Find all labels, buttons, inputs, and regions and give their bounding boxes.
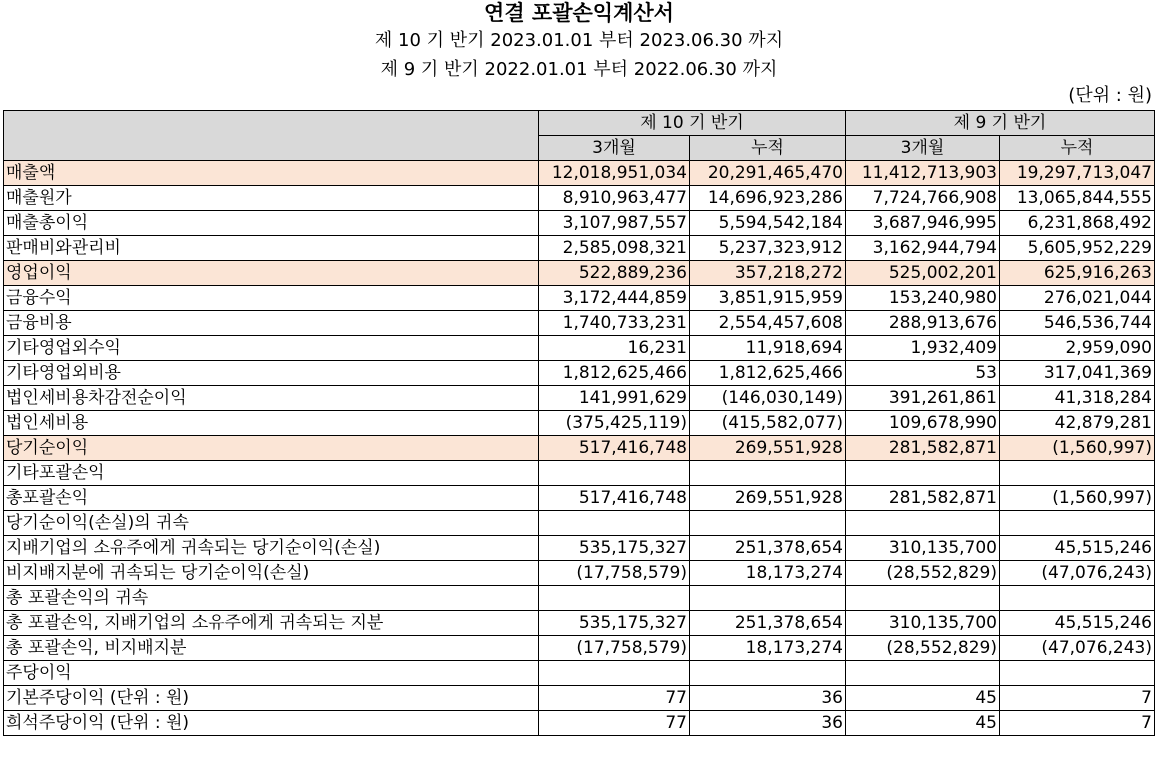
row-value: 2,959,090 bbox=[1000, 336, 1155, 361]
row-value: 625,916,263 bbox=[1000, 261, 1155, 286]
row-value: (1,560,997) bbox=[1000, 436, 1155, 461]
row-value: 7,724,766,908 bbox=[846, 186, 1000, 211]
row-value bbox=[690, 461, 846, 486]
table-row bbox=[4, 361, 1155, 386]
row-value: 18,173,274 bbox=[690, 561, 846, 586]
table-row bbox=[4, 511, 1155, 536]
header-account-cell bbox=[4, 111, 539, 161]
table-row bbox=[4, 561, 1155, 586]
table-row bbox=[4, 336, 1155, 361]
row-value: 517,416,748 bbox=[539, 486, 690, 511]
row-label: 기타영업외비용 bbox=[4, 361, 539, 386]
row-value bbox=[846, 586, 1000, 611]
row-value: 3,851,915,959 bbox=[690, 286, 846, 311]
table-row bbox=[4, 211, 1155, 236]
table-row bbox=[4, 261, 1155, 286]
row-value: 1,932,409 bbox=[846, 336, 1000, 361]
table-row bbox=[4, 661, 1155, 686]
row-value: 546,536,744 bbox=[1000, 311, 1155, 336]
table-row bbox=[4, 611, 1155, 636]
row-value bbox=[846, 511, 1000, 536]
row-value: 517,416,748 bbox=[539, 436, 690, 461]
row-label: 법인세비용 bbox=[4, 411, 539, 436]
row-label: 총포괄손익 bbox=[4, 486, 539, 511]
table-row bbox=[4, 386, 1155, 411]
row-value: 53 bbox=[846, 361, 1000, 386]
row-label: 기타포괄손익 bbox=[4, 461, 539, 486]
row-label: 기본주당이익 (단위 : 원) bbox=[4, 686, 539, 711]
row-value: 3,172,444,859 bbox=[539, 286, 690, 311]
row-label: 영업이익 bbox=[4, 261, 539, 286]
unit-label: (단위 : 원) bbox=[1068, 85, 1152, 106]
row-label: 매출원가 bbox=[4, 186, 539, 211]
row-label: 매출총이익 bbox=[4, 211, 539, 236]
row-value: 109,678,990 bbox=[846, 411, 1000, 436]
row-value: 153,240,980 bbox=[846, 286, 1000, 311]
row-value: (1,560,997) bbox=[1000, 486, 1155, 511]
row-value: (17,758,579) bbox=[539, 561, 690, 586]
row-value: 2,554,457,608 bbox=[690, 311, 846, 336]
row-value: 1,812,625,466 bbox=[690, 361, 846, 386]
row-value bbox=[690, 586, 846, 611]
row-value: 77 bbox=[539, 711, 690, 736]
row-label: 당기순이익 bbox=[4, 436, 539, 461]
table-row bbox=[4, 311, 1155, 336]
table-row bbox=[4, 286, 1155, 311]
header-prior-3m: 3개월 bbox=[846, 136, 1000, 161]
row-value: 3,162,944,794 bbox=[846, 236, 1000, 261]
row-value: 20,291,465,470 bbox=[690, 161, 846, 186]
row-value: 141,991,629 bbox=[539, 386, 690, 411]
row-value: 5,605,952,229 bbox=[1000, 236, 1155, 261]
table-header bbox=[4, 111, 1155, 161]
row-value: 45 bbox=[846, 711, 1000, 736]
row-value: 8,910,963,477 bbox=[539, 186, 690, 211]
table-body bbox=[4, 161, 1155, 736]
row-label: 총 포괄손익, 비지배지분 bbox=[4, 636, 539, 661]
row-label: 주당이익 bbox=[4, 661, 539, 686]
row-value bbox=[690, 661, 846, 686]
row-value: 281,582,871 bbox=[846, 436, 1000, 461]
row-value: 11,412,713,903 bbox=[846, 161, 1000, 186]
row-label: 당기순이익(손실)의 귀속 bbox=[4, 511, 539, 536]
row-value: 357,218,272 bbox=[690, 261, 846, 286]
row-value: 281,582,871 bbox=[846, 486, 1000, 511]
row-value: (28,552,829) bbox=[846, 561, 1000, 586]
row-value bbox=[539, 661, 690, 686]
row-value: 269,551,928 bbox=[690, 436, 846, 461]
row-value: 11,918,694 bbox=[690, 336, 846, 361]
report-title: 연결 포괄손익계산서 bbox=[484, 1, 674, 25]
table-row bbox=[4, 686, 1155, 711]
row-value: 14,696,923,286 bbox=[690, 186, 846, 211]
table-row bbox=[4, 461, 1155, 486]
row-value: (17,758,579) bbox=[539, 636, 690, 661]
row-value: 2,585,098,321 bbox=[539, 236, 690, 261]
row-label: 비지배지분에 귀속되는 당기순이익(손실) bbox=[4, 561, 539, 586]
row-value: (146,030,149) bbox=[690, 386, 846, 411]
row-value: 16,231 bbox=[539, 336, 690, 361]
row-label: 기타영업외수익 bbox=[4, 336, 539, 361]
table-row bbox=[4, 411, 1155, 436]
header-row-periods bbox=[4, 111, 1155, 136]
header-prior-period: 제 9 기 반기 bbox=[846, 111, 1155, 136]
table-row bbox=[4, 636, 1155, 661]
table-row bbox=[4, 711, 1155, 736]
row-value: 7 bbox=[1000, 711, 1155, 736]
header-current-period: 제 10 기 반기 bbox=[539, 111, 846, 136]
row-label: 법인세비용차감전순이익 bbox=[4, 386, 539, 411]
row-value: 3,687,946,995 bbox=[846, 211, 1000, 236]
table-row bbox=[4, 486, 1155, 511]
header-prior-cumulative: 누적 bbox=[1000, 136, 1155, 161]
row-value: 310,135,700 bbox=[846, 536, 1000, 561]
row-value: 5,237,323,912 bbox=[690, 236, 846, 261]
header-current-cumulative: 누적 bbox=[690, 136, 846, 161]
table-row bbox=[4, 586, 1155, 611]
row-value: (47,076,243) bbox=[1000, 636, 1155, 661]
table-row bbox=[4, 236, 1155, 261]
row-value: 1,740,733,231 bbox=[539, 311, 690, 336]
income-statement-table bbox=[3, 110, 1155, 736]
row-value: 45 bbox=[846, 686, 1000, 711]
table-row bbox=[4, 436, 1155, 461]
current-period: 제 10 기 반기 2023.01.01 부터 2023.06.30 까지 bbox=[374, 30, 784, 51]
row-label: 금융수익 bbox=[4, 286, 539, 311]
row-label: 매출액 bbox=[4, 161, 539, 186]
row-value: 251,378,654 bbox=[690, 611, 846, 636]
row-value: 7 bbox=[1000, 686, 1155, 711]
row-value: 5,594,542,184 bbox=[690, 211, 846, 236]
row-value: 41,318,284 bbox=[1000, 386, 1155, 411]
row-value bbox=[539, 586, 690, 611]
row-label: 총 포괄손익의 귀속 bbox=[4, 586, 539, 611]
row-value: 269,551,928 bbox=[690, 486, 846, 511]
row-value bbox=[846, 461, 1000, 486]
row-value bbox=[1000, 461, 1155, 486]
report-header bbox=[0, 0, 1158, 84]
row-value: 45,515,246 bbox=[1000, 611, 1155, 636]
row-value: 310,135,700 bbox=[846, 611, 1000, 636]
row-value: (47,076,243) bbox=[1000, 561, 1155, 586]
row-value: 288,913,676 bbox=[846, 311, 1000, 336]
row-value bbox=[1000, 511, 1155, 536]
row-value: (415,582,077) bbox=[690, 411, 846, 436]
row-value: 42,879,281 bbox=[1000, 411, 1155, 436]
row-value: 535,175,327 bbox=[539, 536, 690, 561]
row-value: 3,107,987,557 bbox=[539, 211, 690, 236]
row-label: 총 포괄손익, 지배기업의 소유주에게 귀속되는 지분 bbox=[4, 611, 539, 636]
row-value: 1,812,625,466 bbox=[539, 361, 690, 386]
row-value: 522,889,236 bbox=[539, 261, 690, 286]
row-value: 535,175,327 bbox=[539, 611, 690, 636]
row-value: 36 bbox=[690, 711, 846, 736]
row-value: 276,021,044 bbox=[1000, 286, 1155, 311]
row-label: 희석주당이익 (단위 : 원) bbox=[4, 711, 539, 736]
row-value: 12,018,951,034 bbox=[539, 161, 690, 186]
table-row bbox=[4, 186, 1155, 211]
row-value: 18,173,274 bbox=[690, 636, 846, 661]
table-row bbox=[4, 536, 1155, 561]
row-value bbox=[539, 461, 690, 486]
row-label: 금융비용 bbox=[4, 311, 539, 336]
table-row bbox=[4, 161, 1155, 186]
row-value: 77 bbox=[539, 686, 690, 711]
row-value: 251,378,654 bbox=[690, 536, 846, 561]
row-label: 판매비와관리비 bbox=[4, 236, 539, 261]
row-value: 391,261,861 bbox=[846, 386, 1000, 411]
row-value: (28,552,829) bbox=[846, 636, 1000, 661]
row-value: 525,002,201 bbox=[846, 261, 1000, 286]
row-value: 45,515,246 bbox=[1000, 536, 1155, 561]
row-value: 6,231,868,492 bbox=[1000, 211, 1155, 236]
row-value bbox=[1000, 661, 1155, 686]
row-value bbox=[846, 661, 1000, 686]
row-value: 19,297,713,047 bbox=[1000, 161, 1155, 186]
header-current-3m: 3개월 bbox=[539, 136, 690, 161]
row-value bbox=[690, 511, 846, 536]
row-label: 지배기업의 소유주에게 귀속되는 당기순이익(손실) bbox=[4, 536, 539, 561]
row-value: 13,065,844,555 bbox=[1000, 186, 1155, 211]
prior-period: 제 9 기 반기 2022.01.01 부터 2022.06.30 까지 bbox=[380, 59, 778, 80]
row-value: (375,425,119) bbox=[539, 411, 690, 436]
row-value: 317,041,369 bbox=[1000, 361, 1155, 386]
row-value bbox=[539, 511, 690, 536]
row-value: 36 bbox=[690, 686, 846, 711]
row-value bbox=[1000, 586, 1155, 611]
